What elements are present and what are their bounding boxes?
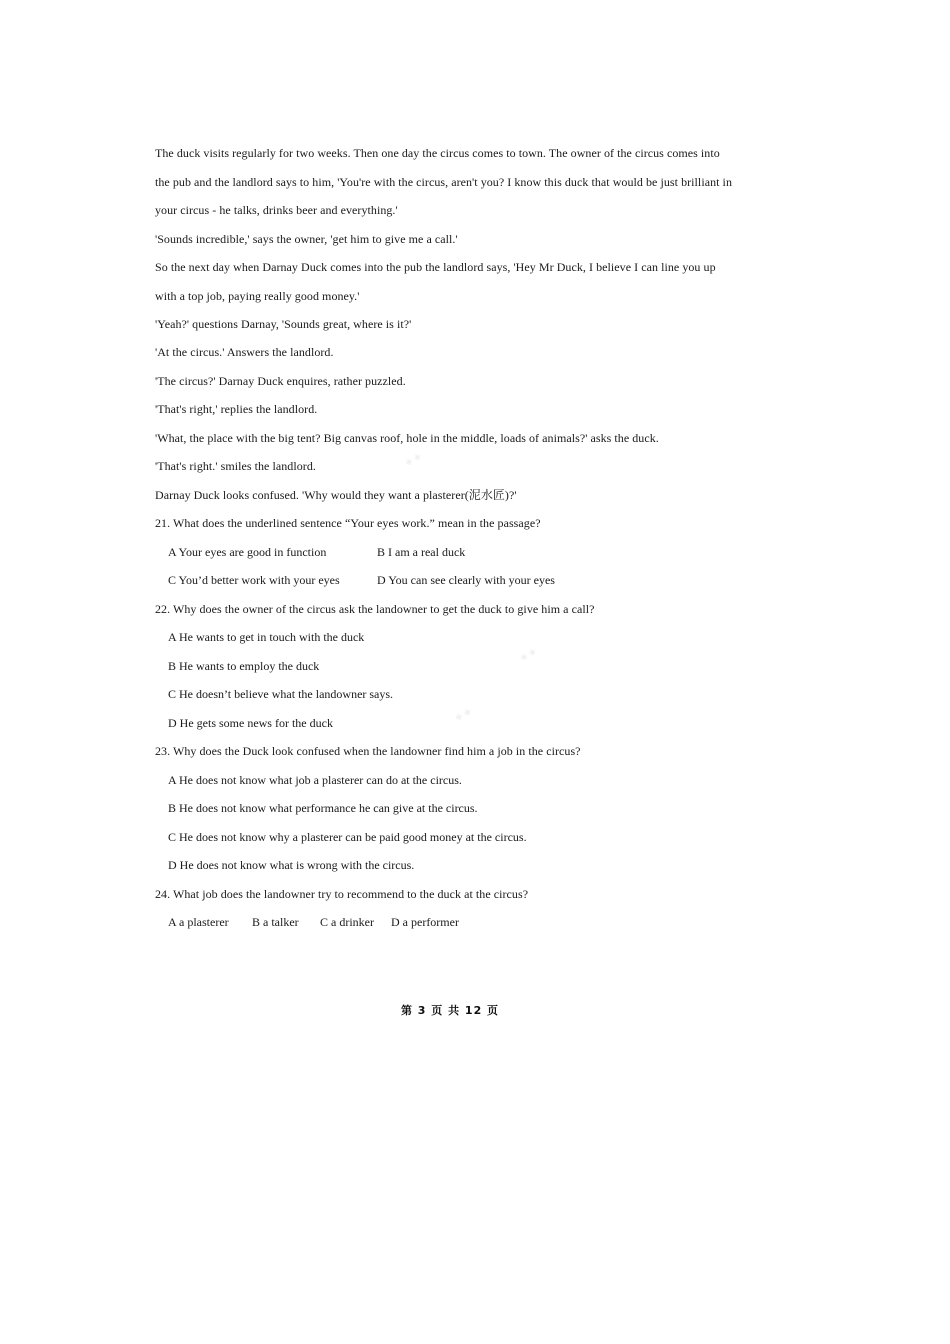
option-a: A He wants to get in touch with the duck [168, 630, 365, 644]
option-a: A Your eyes are good in function [168, 545, 327, 559]
page-number: 第 3 页 共 12 页 [400, 1004, 500, 1017]
option-c: C He does not know why a plasterer can be paid good money at the circus. [168, 830, 527, 844]
option-b: B He does not know what performance he can give at the circus. [168, 801, 478, 815]
option-a: A He does not know what job a plasterer can do at the circus. [168, 773, 462, 787]
option-b: B I am a real duck [377, 545, 466, 559]
option-c: C a drinker [320, 915, 374, 929]
passage-line: 'Sounds incredible,' says the owner, 'get him to give me a call.' [155, 232, 458, 246]
watermark-decoration: ◈ ◈ [518, 646, 539, 664]
passage-line: Darnay Duck looks confused. 'Why would they want a plasterer(泥水匠)?' [155, 488, 517, 502]
option-d: D You can see clearly with your eyes [377, 573, 555, 587]
passage-line: 'At the circus.' Answers the landlord. [155, 345, 334, 359]
passage-line: 'That's right,' replies the landlord. [155, 402, 318, 416]
question-stem: 21. What does the underlined sentence “Your eyes work.” mean in the passage? [155, 516, 541, 530]
question-stem: 24. What job does the landowner try to recommend to the duck at the circus? [155, 887, 529, 901]
option-d: D He does not know what is wrong with the circus. [168, 858, 415, 872]
passage-line: the pub and the landlord says to him, 'You're with the circus, aren't you? I know this duck that would be just brilliant in [155, 175, 732, 189]
passage-line: The duck visits regularly for two weeks. Then one day the circus comes to town. The owner of the circus comes into [155, 146, 720, 160]
passage-line: with a top job, paying really good money.' [155, 289, 360, 303]
passage-line: 'Yeah?' questions Darnay, 'Sounds great, where is it?' [155, 317, 412, 331]
option-d: D a performer [391, 915, 459, 929]
question-stem: 22. Why does the owner of the circus ask the landowner to get the duck to give him a call? [155, 602, 595, 616]
passage-line: 'That's right.' smiles the landlord. [155, 459, 316, 473]
watermark-decoration: ◈ ◈ [403, 451, 424, 469]
question-stem: 23. Why does the Duck look confused when the landowner find him a job in the circus? [155, 744, 581, 758]
option-c: C He doesn’t believe what the landowner says. [168, 687, 394, 701]
option-b: B He wants to employ the duck [168, 659, 320, 673]
passage-line: your circus - he talks, drinks beer and everything.' [155, 203, 398, 217]
passage-line: 'What, the place with the big tent? Big canvas roof, hole in the middle, loads of animals?' asks the duck. [155, 431, 659, 445]
option-a: A a plasterer [168, 915, 229, 929]
option-c: C You’d better work with your eyes [168, 573, 340, 587]
watermark-decoration: ◈ ◈ [453, 706, 474, 724]
passage-line: 'The circus?' Darnay Duck enquires, rather puzzled. [155, 374, 406, 388]
passage-line: So the next day when Darnay Duck comes into the pub the landlord says, 'Hey Mr Duck, I believe I can line you up [155, 260, 716, 274]
option-b: B a talker [252, 915, 299, 929]
option-d: D He gets some news for the duck [168, 716, 333, 730]
